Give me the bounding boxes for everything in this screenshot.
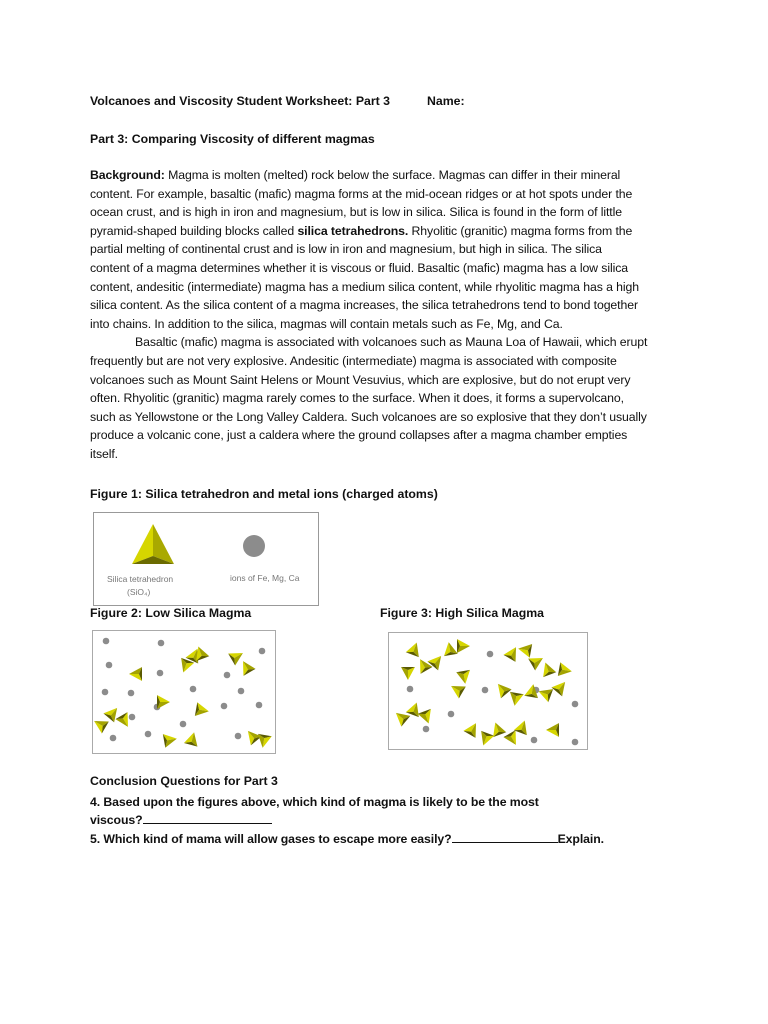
ion xyxy=(180,721,187,728)
answer-blank-q5[interactable] xyxy=(452,830,558,843)
ion xyxy=(572,701,579,708)
ion xyxy=(256,702,263,709)
background-line: content, andesitic (intermediate) magma has a medium silica content, while rhyolitic magma has a high xyxy=(90,279,639,294)
ion xyxy=(531,737,538,744)
figure1-caption: Figure 1: Silica tetrahedron and metal ions (charged atoms) xyxy=(90,487,438,501)
ion xyxy=(103,638,110,645)
ion xyxy=(423,726,430,733)
background-line: frequently but are not very explosive. Andesitic (intermediate) magma is associated with composite xyxy=(90,354,617,368)
ion xyxy=(238,688,245,695)
background-line: itself. xyxy=(90,447,119,461)
worksheet-title: Volcanoes and Viscosity Student Worksheet: Part 3 xyxy=(90,94,390,108)
ion-icon xyxy=(243,535,265,557)
ion xyxy=(448,711,455,718)
answer-blank-q4[interactable] xyxy=(143,811,272,824)
question-4-line2: viscous? xyxy=(90,811,272,830)
background-line: often. Rhyolitic (granitic) magma rarely comes to the surface. When it does, it forms a supervolcano, xyxy=(90,391,624,406)
background-label: Background: xyxy=(90,168,165,182)
tetra-label: Silica tetrahedron xyxy=(107,574,174,584)
background-line: volcanoes such as Mount Saint Helens or Mount Vesuvius, which are explosive, but do not erupt very xyxy=(90,372,631,387)
ion xyxy=(259,648,266,655)
ion xyxy=(102,689,109,696)
ion-label: ions of Fe, Mg, Ca xyxy=(230,573,300,583)
background-line: content. For example, basaltic (mafic) magma forms at the mid-ocean ridges or at hot spots under the xyxy=(90,186,633,201)
ion xyxy=(572,739,579,746)
question-5: 5. Which kind of mama will allow gases to escape more easily? Explain. xyxy=(90,832,604,846)
background-line: produce a volcanic cone, just a caldera where the ground collapses after a magma chamber empties xyxy=(90,428,628,443)
background-line: ocean crust, and is high in iron and magnesium, but is low in silica. Silica is found in the form of little xyxy=(90,205,622,220)
background-line: content of a magma determines whether it is viscous or fluid. Basaltic (mafic) magma has a low silica xyxy=(90,261,629,275)
ion xyxy=(110,735,117,742)
name-label: Name: xyxy=(427,94,465,108)
tetra-formula: (SiO₄) xyxy=(127,587,151,597)
figure1-diagram xyxy=(93,512,319,606)
figure3-caption: Figure 3: High Silica Magma xyxy=(380,606,544,620)
bold-term: silica tetrahedrons. xyxy=(297,223,409,238)
figure2-border xyxy=(93,631,276,754)
figure2-diagram xyxy=(92,630,276,754)
conclusion-heading: Conclusion Questions for Part 3 xyxy=(90,774,278,788)
ion xyxy=(158,640,165,647)
ion xyxy=(106,662,113,669)
background-line: Basaltic (mafic) magma is associated with volcanoes such as Mauna Loa of Hawaii, which erupt xyxy=(135,335,648,350)
question-4-line1: 4. Based upon the figures above, which kind of magma is likely to be the most xyxy=(90,795,539,809)
ion xyxy=(145,731,152,738)
background-line: such as Yellowstone or the Long Valley Caldera. Such volcanoes are so explosive that they don’t usually xyxy=(90,409,647,424)
ion xyxy=(128,690,135,697)
ion xyxy=(487,651,494,658)
background-line: silica content. As the silica content of a magma increases, the silica tetrahedrons tend to bond together xyxy=(90,298,638,313)
background-line: partial melting of continental crust and is low in iron and magnesium, but high in silica. The silica xyxy=(90,242,602,257)
ion xyxy=(129,714,136,721)
ion xyxy=(190,686,197,693)
part-title: Part 3: Comparing Viscosity of different magmas xyxy=(90,132,375,146)
figure3-diagram xyxy=(388,632,588,750)
figure2-caption: Figure 2: Low Silica Magma xyxy=(90,606,252,620)
ion xyxy=(407,686,414,693)
ion xyxy=(482,687,489,694)
ion xyxy=(157,670,164,677)
ion xyxy=(224,672,231,679)
background-line: into chains. In addition to the silica, magmas will contain metals such as Fe, Mg, and Ca. xyxy=(90,316,563,331)
ion xyxy=(235,733,242,740)
background-line: pyramid-shaped building blocks called silica tetrahedrons. Rhyolitic (granitic) magma forms from the xyxy=(90,223,633,238)
ion xyxy=(221,703,228,710)
background-line: Background: Magma is molten (melted) rock below the surface. Magmas can differ in their mineral xyxy=(90,168,621,182)
